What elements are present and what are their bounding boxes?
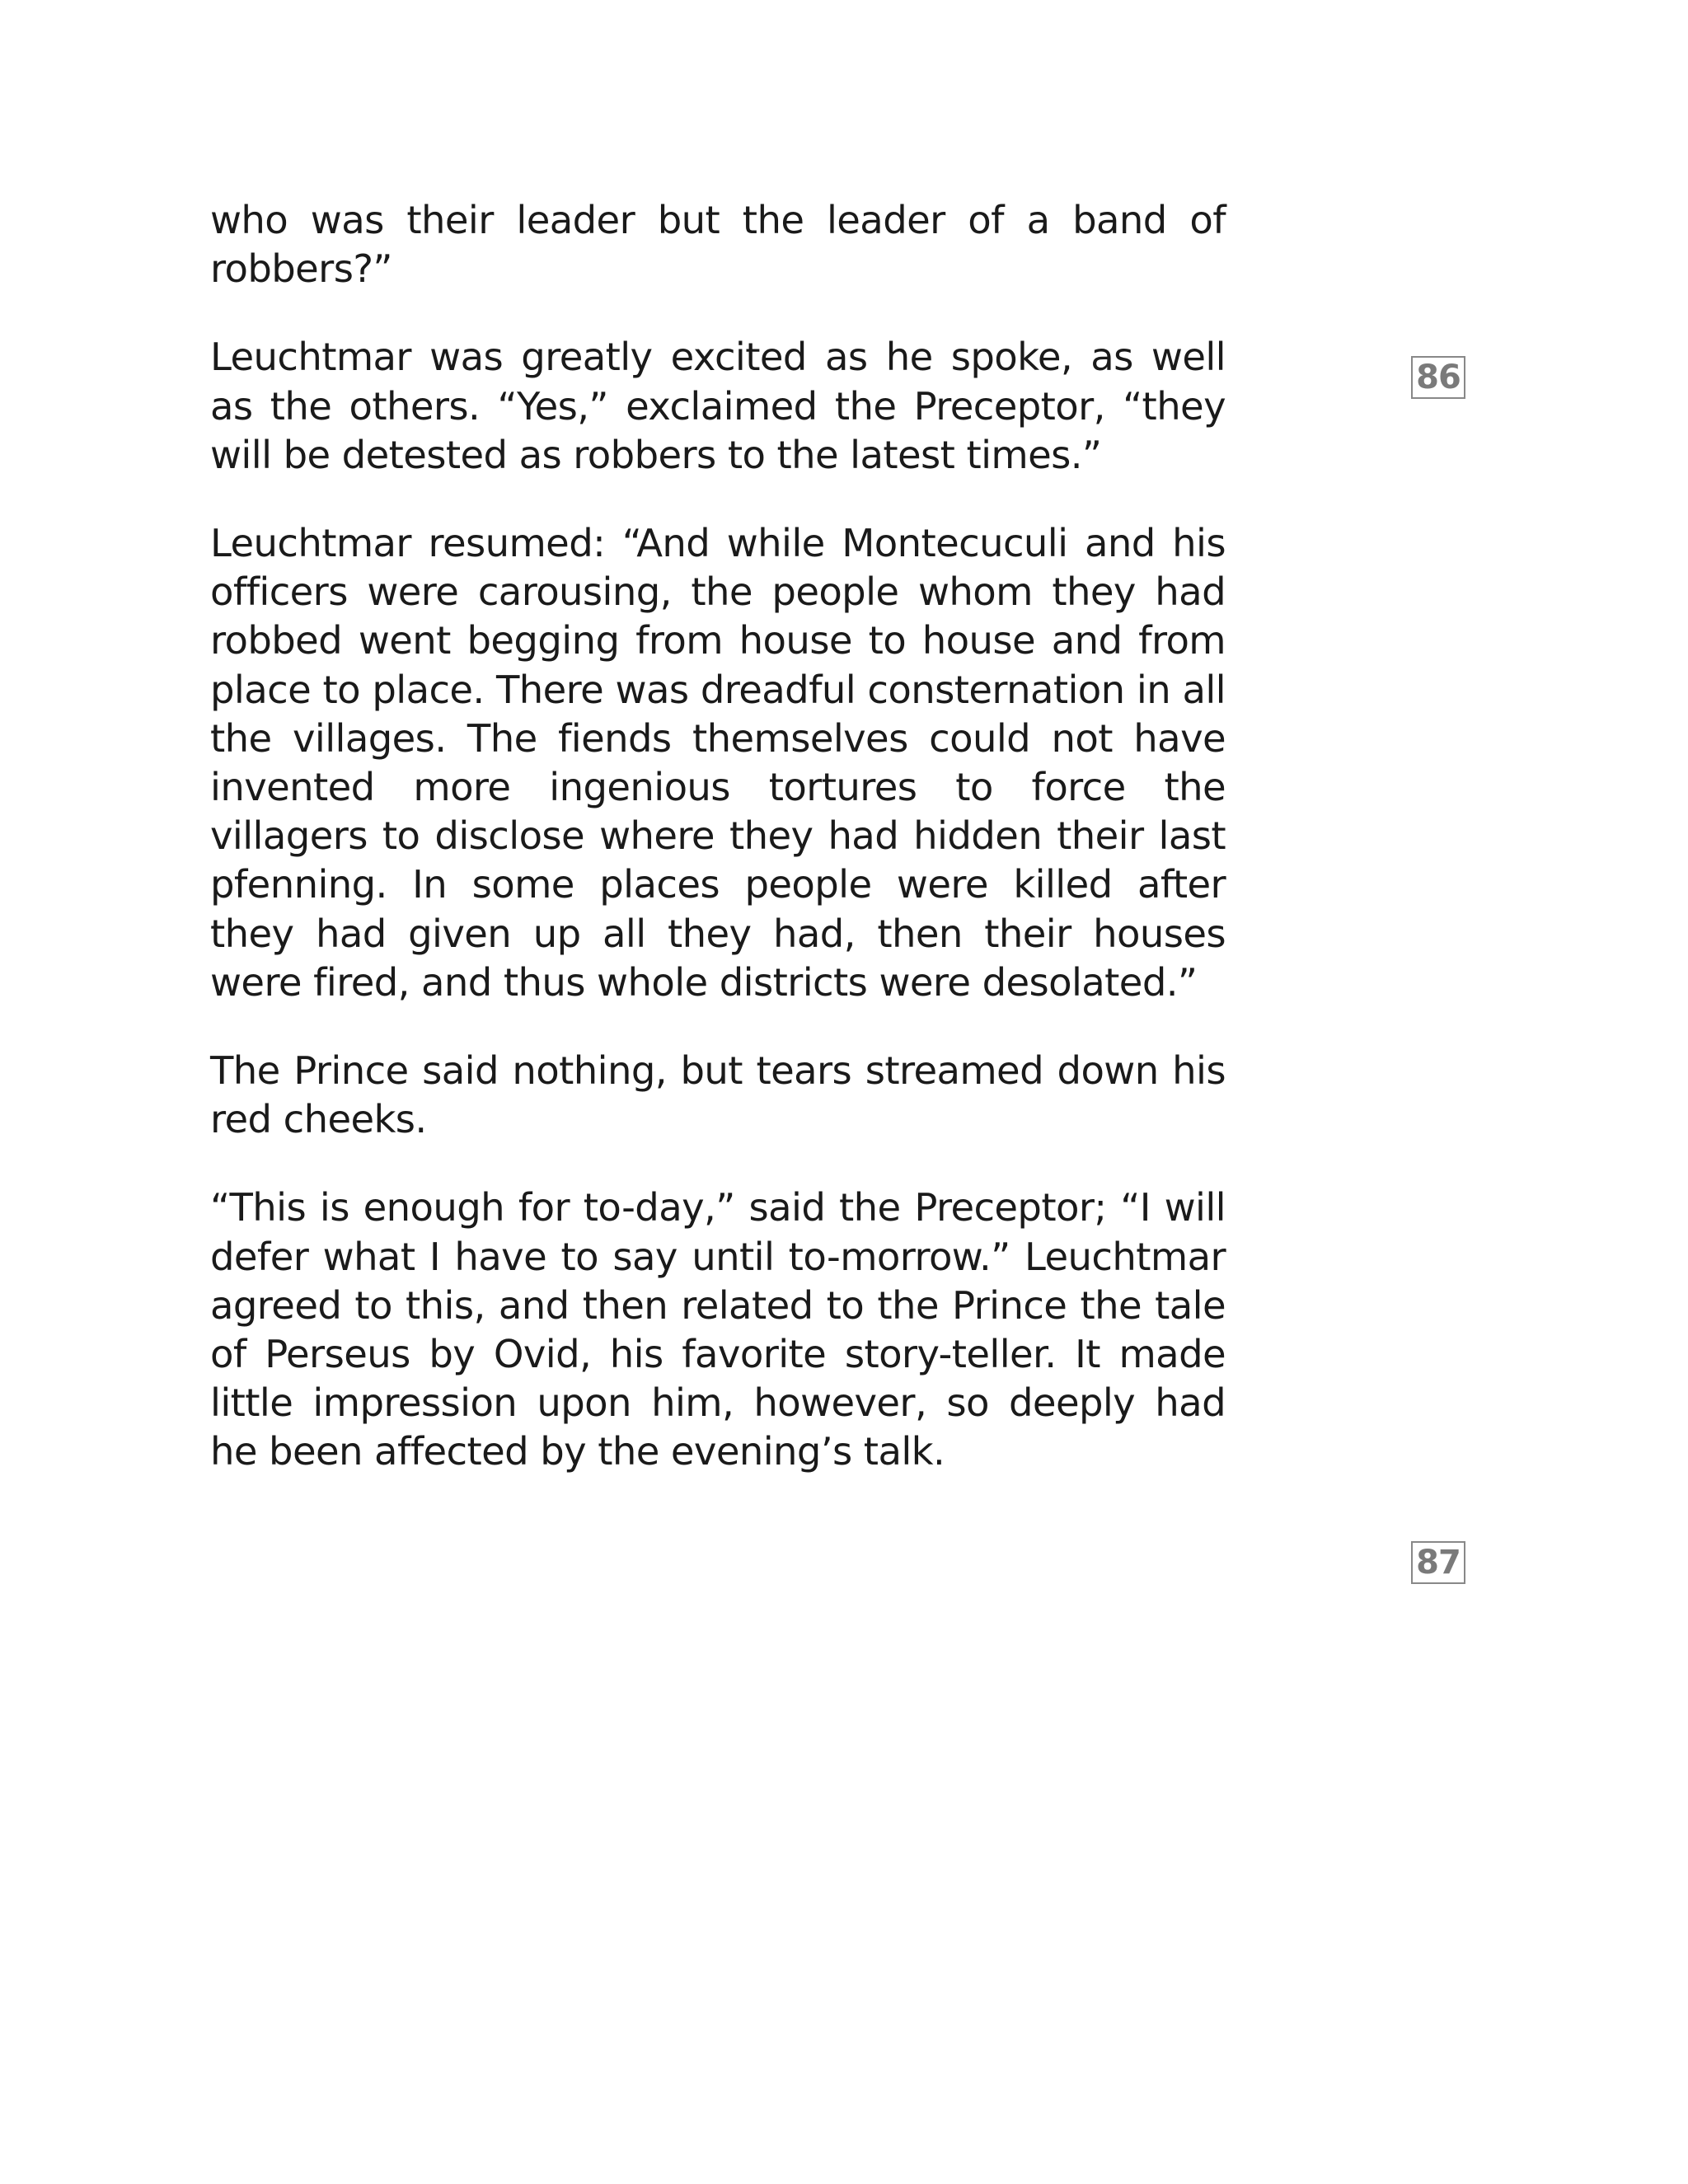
paragraph: “This is enough for to-day,” said the Preceptor; “I will defer what I have to say until to-morrow.” Leuchtmar agreed to this, and then related to the Prince the tale of Perseus by Ovid, his favorite story-teller. It made little impression upon him, however, so deeply had he been affected by the evening’s talk. [210,1185,1226,1474]
paragraph: who was their leader but the leader of a band of robbers?” [210,198,1226,292]
paragraph: Leuchtmar was greatly excited as he spoke, as well as the others. “Yes,” exclaimed the Preceptor, “they will be detested as robbers to the latest times.” [210,335,1226,477]
paragraph: The Prince said nothing, but tears streamed down his red cheeks. [210,1048,1226,1142]
page-number-marker: 86 [1411,356,1465,399]
paragraph: Leuchtmar resumed: “And while Montecuculi and his officers were carousing, the people whom they had robbed went begging from house to house and from place to place. There was dreadful consternation in all the villages. The fiends themselves could not have invented more ingenious tortures to force the villagers to disclose where they had hidden their last pfenning. In some places people were killed after they had given up all they had, then their houses were fired, and thus whole districts were desolated.” [210,521,1226,1005]
body-text [210,196,1226,1516]
page-number-marker: 87 [1411,1541,1465,1584]
